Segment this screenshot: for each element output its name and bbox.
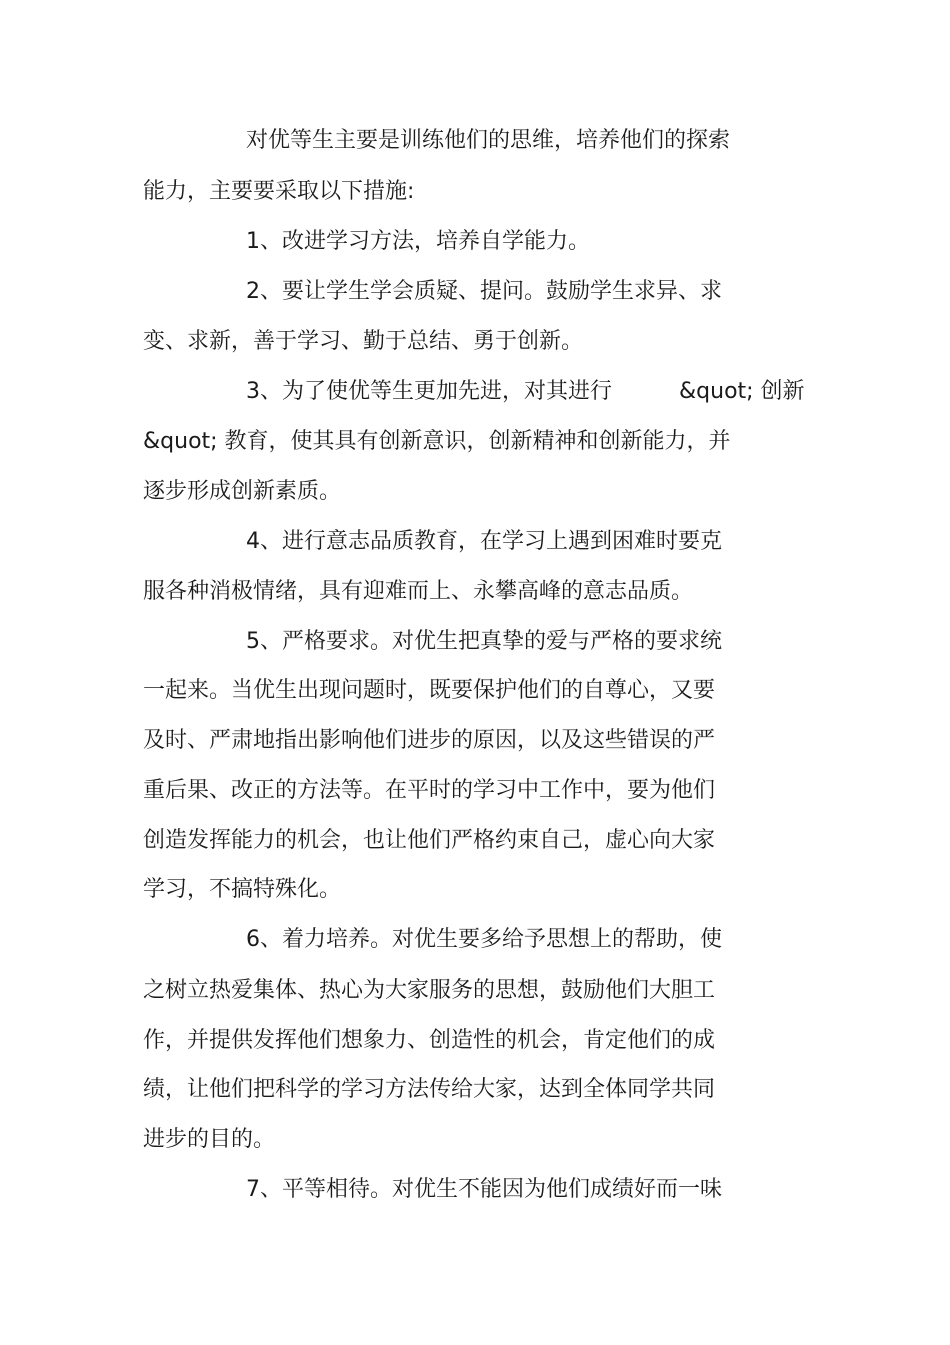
text-line: 对优等生主要是训练他们的思维，培养他们的探索 xyxy=(246,128,731,153)
text-line: 作，并提供发挥他们想象力、创造性的机会，肯定他们的成 xyxy=(143,1028,716,1053)
text-line: 2、要让学生学会质疑、提问。鼓励学生求异、求 xyxy=(246,279,722,304)
text-line: 5、严格要求。对优生把真挚的爱与严格的要求统 xyxy=(246,629,722,654)
text-line: 一起来。当优生出现问题时，既要保护他们的自尊心，又要 xyxy=(143,678,716,703)
text-line: 重后果、改正的方法等。在平时的学习中工作中，要为他们 xyxy=(143,778,716,803)
text-line: &quot; 教育，使其具有创新意识，创新精神和创新能力，并 xyxy=(143,429,731,454)
text-line: 之树立热爱集体、热心为大家服务的思想，鼓励他们大胆工 xyxy=(143,978,716,1003)
text-line: &quot; 创新 xyxy=(679,379,805,404)
text-line: 创造发挥能力的机会，也让他们严格约束自己，虚心向大家 xyxy=(143,828,716,853)
text-line: 能力，主要要采取以下措施: xyxy=(143,179,415,204)
text-line: 变、求新，善于学习、勤于总结、勇于创新。 xyxy=(143,329,584,354)
text-line: 7、平等相待。对优生不能因为他们成绩好而一味 xyxy=(246,1177,722,1202)
text-line: 逐步形成创新素质。 xyxy=(143,479,342,504)
text-line: 3、为了使优等生更加先进，对其进行 xyxy=(246,379,612,404)
text-line: 服各种消极情绪，具有迎难而上、永攀高峰的意志品质。 xyxy=(143,579,694,604)
text-line: 6、着力培养。对优生要多给予思想上的帮助，使 xyxy=(246,927,722,952)
text-line: 1、改进学习方法，培养自学能力。 xyxy=(246,229,590,254)
text-line: 学习，不搞特殊化。 xyxy=(143,877,342,902)
text-line: 4、进行意志品质教育，在学习上遇到困难时要克 xyxy=(246,529,722,554)
text-line: 进步的目的。 xyxy=(143,1127,276,1152)
text-line: 及时、严肃地指出影响他们进步的原因，以及这些错误的严 xyxy=(143,728,716,753)
text-line: 绩，让他们把科学的学习方法传给大家，达到全体同学共同 xyxy=(143,1077,716,1102)
